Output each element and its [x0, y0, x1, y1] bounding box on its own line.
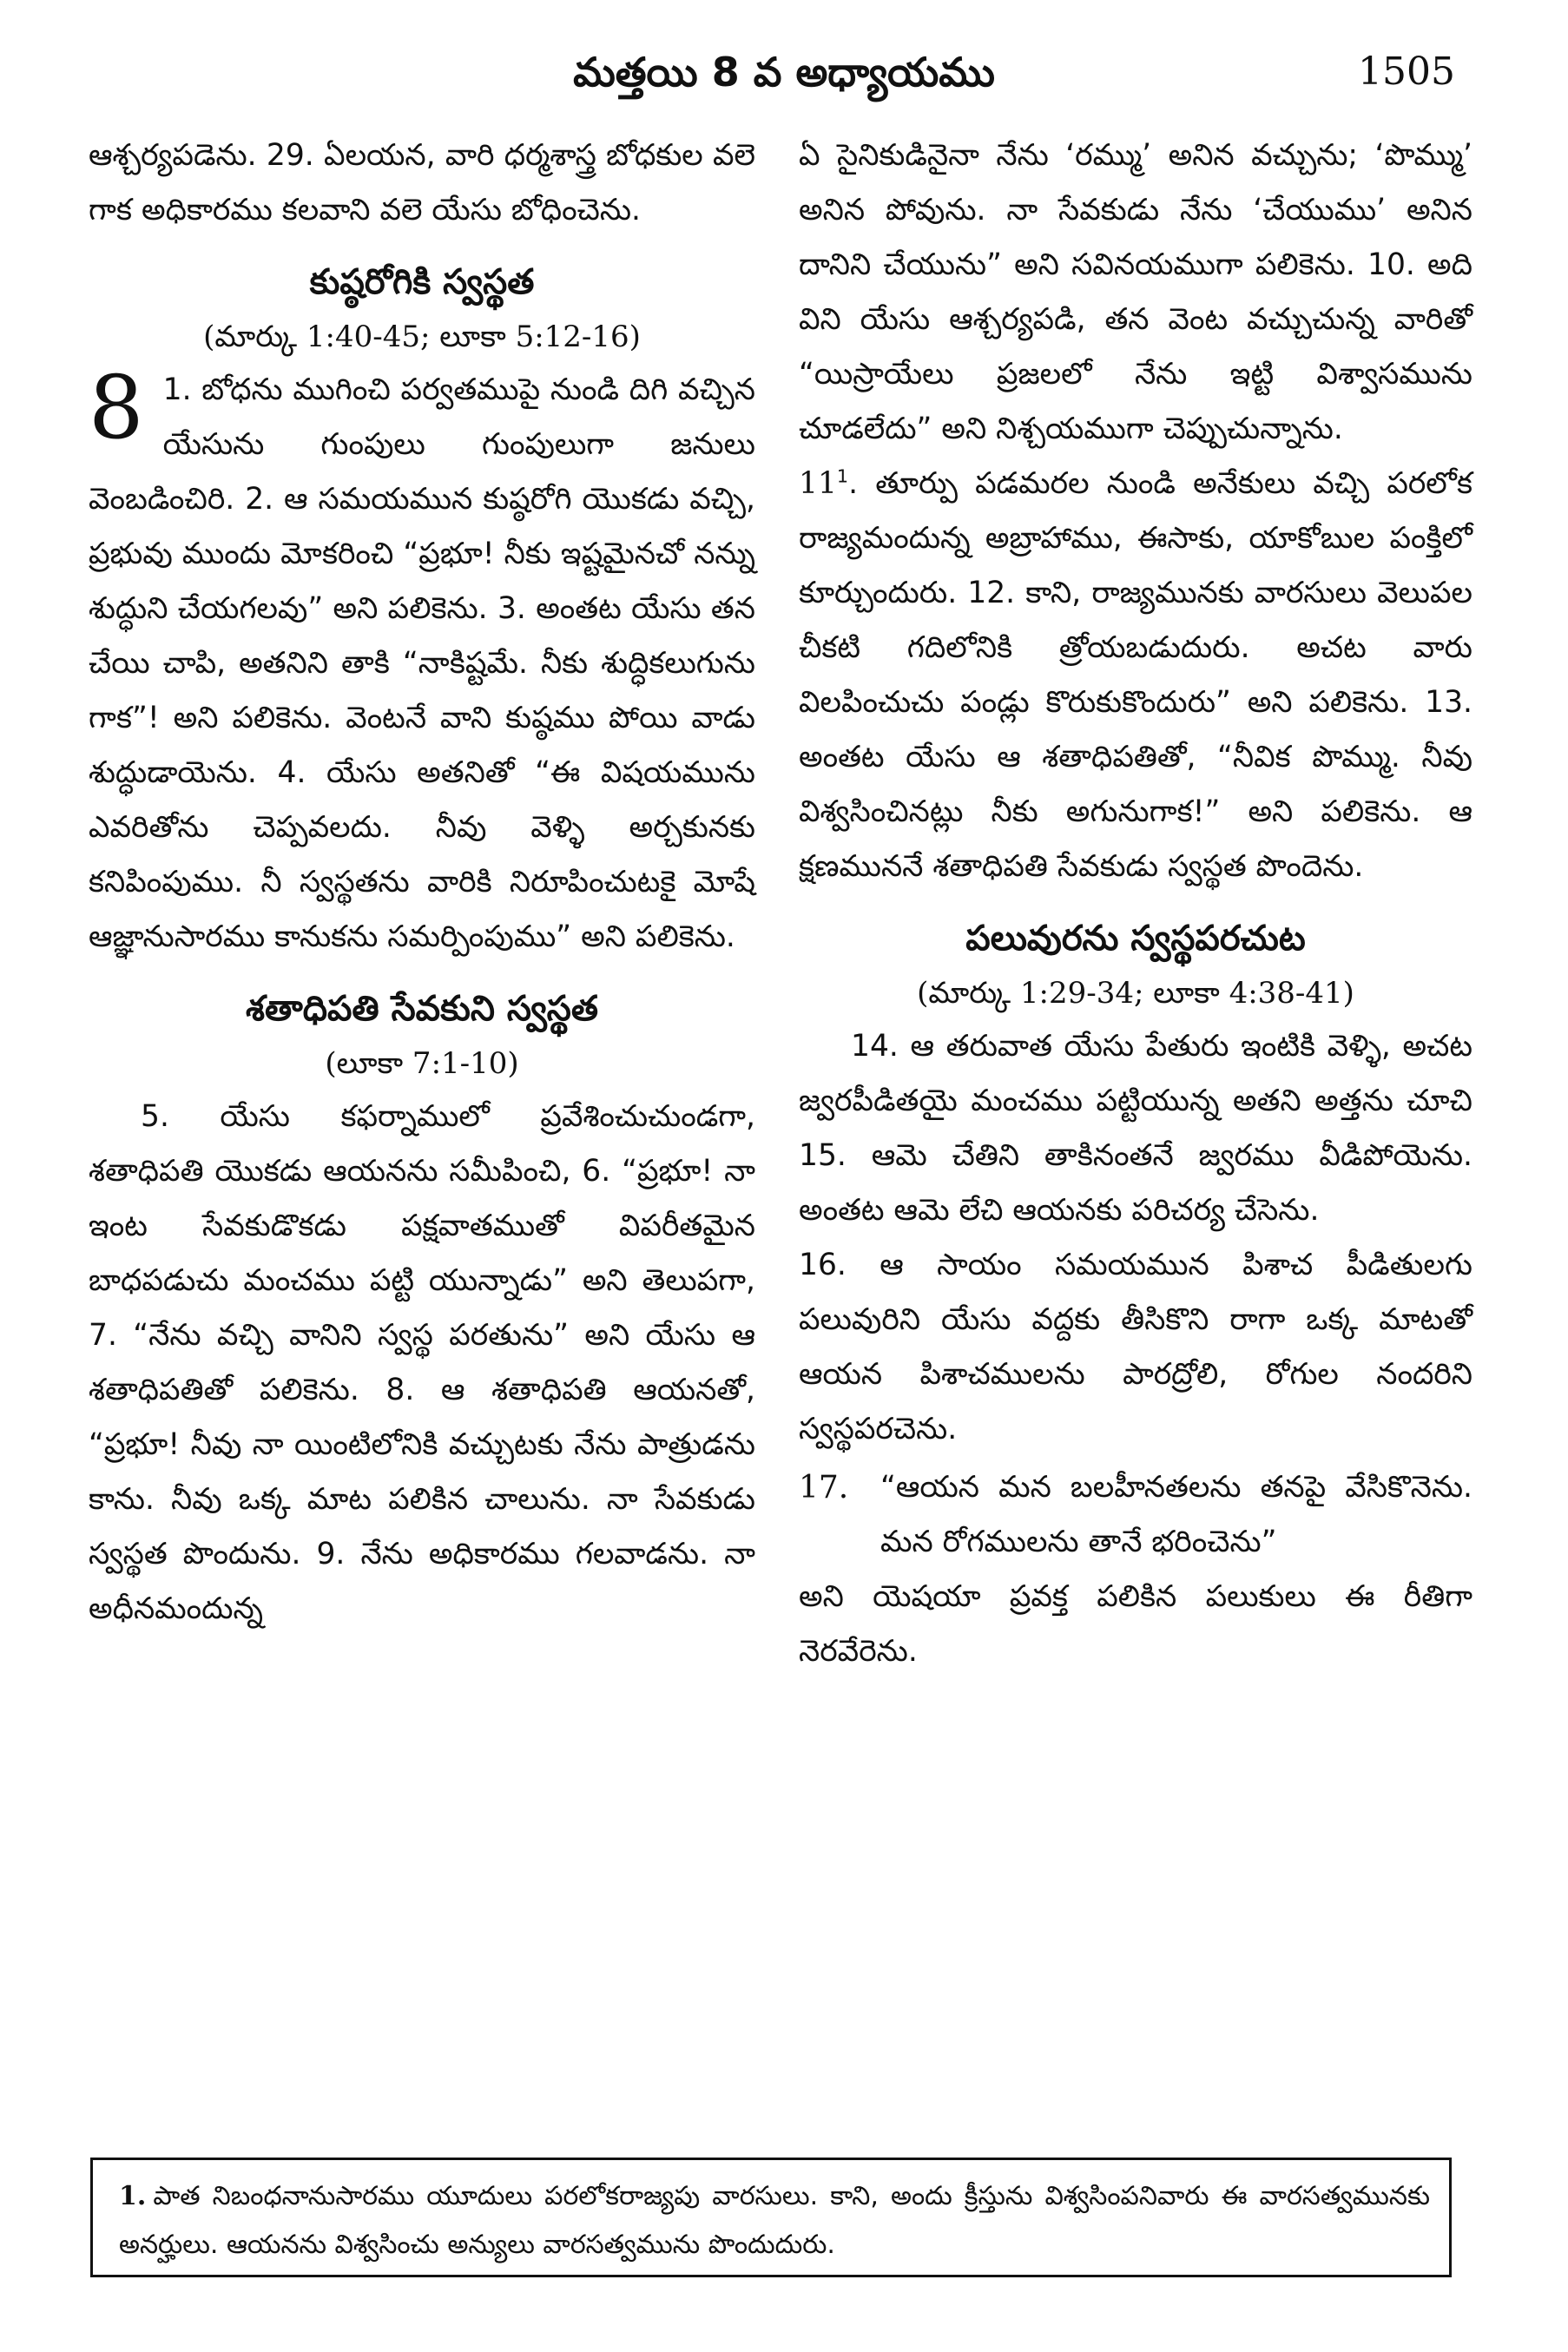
footnote-number: 1.: [119, 2181, 147, 2211]
left-column: [89, 128, 755, 1637]
left-paragraph-2: [89, 357, 755, 965]
right-paragraph-1: ఏ సైనికుడినైనా నేను ‘రమ్ము’ అనిన వచ్చును; ‘పొమ్ము’ అనిన పోవును. నా సేవకుడు నేను ‘చేయుము’ అనిన దానిని చేయును” అని సవినయముగా పలికెను. 10. అది విని యేసు ఆశ్చర్యపడి, తన వెంట వచ్చుచున్న వారితో “యిస్రాయేలు ప్రజలలో నేను ఇట్టి విశ్వాసమును చూడలేదు” అని నిశ్చయముగా చెప్పుచున్నాను.: [799, 138, 1472, 446]
left-paragraph-2-text: 1. బోధను ముగించి పర్వతముపై నుండి దిగి వచ్చిన యేసును గుంపులు గుంపులుగా జనులు వెంబడించిరి. 2. ఆ సమయమున కుష్ఠరోగి యొకడు వచ్చి, ప్రభువు ముందు మోకరించి “ప్రభూ! నీకు ఇష్టమైనచో నన్ను శుద్ధుని చేయగలవు” అని పలికెను. 3. అంతట యేసు తన చేయి చాపి, అతనిని తాకి “నాకిష్టమే. నీకు శుద్ధికలుగును గాక”! అని పలికెను. వెంటనే వాని కుష్ఠము పోయి వాడు శుద్ధుడాయెను. 4. యేసు అతనితో “ఈ విషయమును ఎవరితోను చెప్పవలదు. నీవు వెళ్ళి అర్చకునకు కనిపింపుము. నీ స్వస్థతను వారికి నిరూపించుటకై మోషే ఆజ్ఞానుసారము కానుకను సమర్పింపుము” అని పలికెను.: [89, 372, 755, 954]
section-heading-centurion: శతాధిపతి సేవకుని స్వస్థత: [245, 989, 598, 1029]
cross-reference-healing-many: (మార్కు 1:29-34; లూకా 4:38-41): [917, 976, 1354, 1011]
left-paragraph-3: 5. యేసు కఫర్నాములో ప్రవేశించుచుండగా, శతాధిపతి యొకడు ఆయనను సమీపించి, 6. “ప్రభూ! నా ఇంట సేవకుడొకడు పక్షవాతముతో విపరీతమైన బాధపడుచు మంచము పట్టి యున్నాడు” అని తెలుపగా, 7. “నేను వచ్చి వానిని స్వస్థ పరతును” అని యేసు ఆ శతాధిపతితో పలికెను. 8. ఆ శతాధిపతి ఆయనతో, “ప్రభూ! నీవు నా యింటిలోనికి వచ్చుటకు నేను పాత్రుడను కాను. నీవు ఒక్క మాట పలికిన చాలును. నా సేవకుడు స్వస్థత పొందును. 9. నేను అధికారము గలవాడను. నా అధీనమందున్న: [89, 1099, 755, 1626]
footnote-text: పాత నిబంధనానుసారము యూదులు పరలోకరాజ్యపు వారసులు. కాని, అందు క్రీస్తును విశ్వసింపనివారు ఈ వారసత్వమునకు అనర్హులు. ఆయనను విశ్వసించు అన్యులు వారసత్వమును పొందుదురు.: [119, 2181, 1430, 2260]
right-paragraph-3: 14. ఆ తరువాత యేసు పేతురు ఇంటికి వెళ్ళి, అచట జ్వరపీడితయై మంచము పట్టియున్న అతని అత్తను చూచి 15. ఆమె చేతిని తాకినంతనే జ్వరము వీడిపోయెను. అంతట ఆమె లేచి ఆయనకు పరిచర్య చేసెను.: [799, 1029, 1472, 1228]
footnote-marker: 1: [836, 465, 849, 487]
quote-text: “ఆయన మన బలహీనతలను తనపై వేసికొనెను. మన రోగములను తానే భరించెను”: [880, 1470, 1472, 1559]
right-paragraph-2: [799, 457, 1472, 894]
footnote-box: [90, 2158, 1452, 2277]
right-paragraph-5: అని యెషయా ప్రవక్త పలికిన పలుకులు ఈ రీతిగా నెరవేరెను.: [799, 1579, 1472, 1669]
isaiah-quote: [799, 1460, 1472, 1570]
right-column: [799, 128, 1472, 1679]
page-number: 1505: [1358, 49, 1455, 94]
chapter-number-dropcap: 8: [89, 357, 144, 458]
section-heading-leper: కుష్ఠరోగికి స్వస్థత: [309, 262, 535, 302]
section-heading-healing-many: పలువురను స్వస్థపరచుట: [965, 919, 1306, 959]
right-paragraph-4: 16. ఆ సాయం సమయమున పిశాచ పీడితులగు పలువురిని యేసు వద్దకు తీసికొని రాగా ఒక్క మాటతో ఆయన పిశాచములను పారద్రోలి, రోగుల నందరిని స్వస్థపరచెను.: [799, 1248, 1472, 1446]
quote-verse-number: 17.: [799, 1470, 849, 1505]
chapter-header-title: మత్తయి 8 వ అధ్యాయము: [573, 49, 995, 96]
cross-reference-leper: (మార్కు 1:40-45; లూకా 5:12-16): [203, 320, 641, 354]
left-paragraph-1: ఆశ్చర్యపడెను. 29. ఏలయన, వారి ధర్మశాస్త్ర బోధకుల వలె గాక అధికారము కలవాని వలె యేసు బోధించెను.: [89, 138, 755, 227]
cross-reference-centurion: (లూకా 7:1-10): [325, 1046, 519, 1081]
verse-11-number: 11: [799, 466, 837, 501]
right-paragraph-2-text: . తూర్పు పడమరల నుండి అనేకులు వచ్చి పరలోక రాజ్యమందున్న అబ్రాహాము, ఈసాకు, యాకోబుల పంక్తిలో కూర్చుందురు. 12. కాని, రాజ్యమునకు వారసులు వెలుపల చీకటి గదిలోనికి త్రోయబడుదురు. అచట వారు విలపించుచు పండ్లు కొరుకుకొందురు” అని పలికెను. 13. అంతట యేసు ఆ శతాధిపతితో, “నీవిక పొమ్ము. నీవు విశ్వసించినట్లు నీకు అగునుగాక!” అని పలికెను. ఆ క్షణముననే శతాధిపతి సేవకుడు స్వస్థత పొందెను.: [799, 466, 1472, 884]
